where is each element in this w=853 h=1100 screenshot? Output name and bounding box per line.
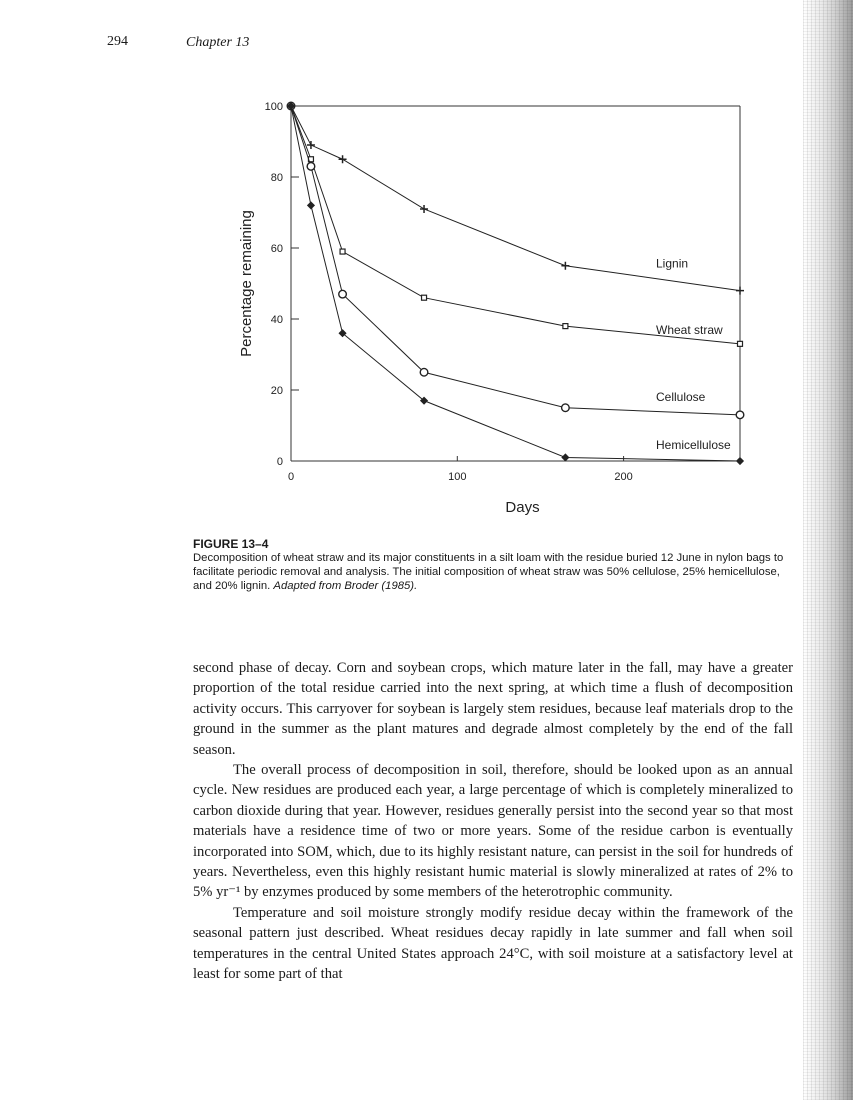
series-label-lignin: Lignin xyxy=(656,256,689,271)
x-tick-label: 0 xyxy=(287,471,295,483)
caption-source: Adapted from Broder (1985). xyxy=(273,580,418,592)
series-label-wheat-straw: Wheat straw xyxy=(656,322,723,337)
figure-caption xyxy=(193,537,793,593)
data-point-circle xyxy=(307,163,315,171)
data-point-square xyxy=(738,341,743,346)
body-text xyxy=(193,658,793,985)
chart-ticks xyxy=(265,101,633,483)
data-point-circle xyxy=(562,404,570,412)
scan-edge-shadow xyxy=(803,0,853,1100)
y-tick-label: 60 xyxy=(270,243,283,255)
data-point-circle xyxy=(339,290,347,298)
y-tick-label: 40 xyxy=(270,314,283,326)
series-label-cellulose: Cellulose xyxy=(656,389,706,404)
series-line-hemicellulose xyxy=(291,106,740,461)
data-point-square xyxy=(563,324,568,329)
x-axis-label: Days xyxy=(505,499,540,516)
body-paragraph-1: second phase of decay. Corn and soybean crops, which mature later in the fall, may have a greater proportion of the total residue carried into the next spring, at which time a flush of decomposition activity occurs. This carryover for soybean is largely stem residues, because leaf materials drop to the ground in the summer as the plant matures and degrade almost completely by the end of the fall season. xyxy=(193,660,793,758)
data-point-diamond xyxy=(307,202,314,209)
body-paragraph-2: The overall process of decomposition in soil, therefore, should be looked upon as an annual cycle. New residues are produced each year, a large percentage of which is completely mineralized to carbon dioxide during that year. However, residues generally persist into the second year so that most materials have a residence time of two or more years. Some of the residue carbon is eventually incorporated into SOM, which, due to its highly resistant nature, can persist in the soil for hundreds of years. Nevertheless, even this highly resistant humic material is slowly mineralized at rates of 2% to 5% yr⁻¹ by enzymes produced by some members of the heterotrophic community. xyxy=(193,762,793,901)
y-tick-label: 100 xyxy=(264,101,283,113)
body-paragraph-3: Temperature and soil moisture strongly modify residue decay within the framework of the seasonal pattern just described. Wheat residues decay rapidly in late summer and fall when soil temperatures in the central United States approach 24°C, with soil moisture at a satisfactory level at least for some part of that xyxy=(193,904,793,983)
y-tick-label: 20 xyxy=(270,385,283,397)
data-point-circle xyxy=(420,368,428,376)
figure-label: FIGURE 13–4 xyxy=(193,537,269,551)
data-point-diamond xyxy=(562,454,569,461)
chapter-label: Chapter 13 xyxy=(186,35,250,50)
chart-labels xyxy=(238,210,731,516)
data-point-circle xyxy=(736,411,744,419)
data-point-cross xyxy=(339,155,347,163)
data-point-cross xyxy=(307,141,315,149)
data-point-square xyxy=(422,295,427,300)
y-axis-label: Percentage remaining xyxy=(238,210,255,357)
series-line-wheat-straw xyxy=(291,106,740,344)
y-tick-label: 80 xyxy=(270,172,283,184)
y-tick-label: 0 xyxy=(276,456,283,468)
decomposition-chart xyxy=(0,0,853,530)
data-point-square xyxy=(340,249,345,254)
chart-series xyxy=(287,102,744,465)
data-point-cross xyxy=(561,262,569,270)
x-tick-label: 100 xyxy=(448,471,467,483)
data-point-cross xyxy=(420,205,428,213)
data-point-cross xyxy=(736,287,744,295)
data-point-diamond xyxy=(737,458,744,465)
page-number: 294 xyxy=(107,34,128,49)
caption-text: Decomposition of wheat straw and its major constituents in a silt loam with the residue buried 12 June in nylon bags to facilitate periodic removal and analysis. The initial composition of wheat straw was 50% cellulose, 25% hemicellulose, and 20% lignin. xyxy=(193,552,784,592)
chart-svg xyxy=(0,0,853,530)
series-label-hemicellulose: Hemicellulose xyxy=(656,438,731,452)
chart-frame xyxy=(291,106,740,461)
x-tick-label: 200 xyxy=(614,471,633,483)
